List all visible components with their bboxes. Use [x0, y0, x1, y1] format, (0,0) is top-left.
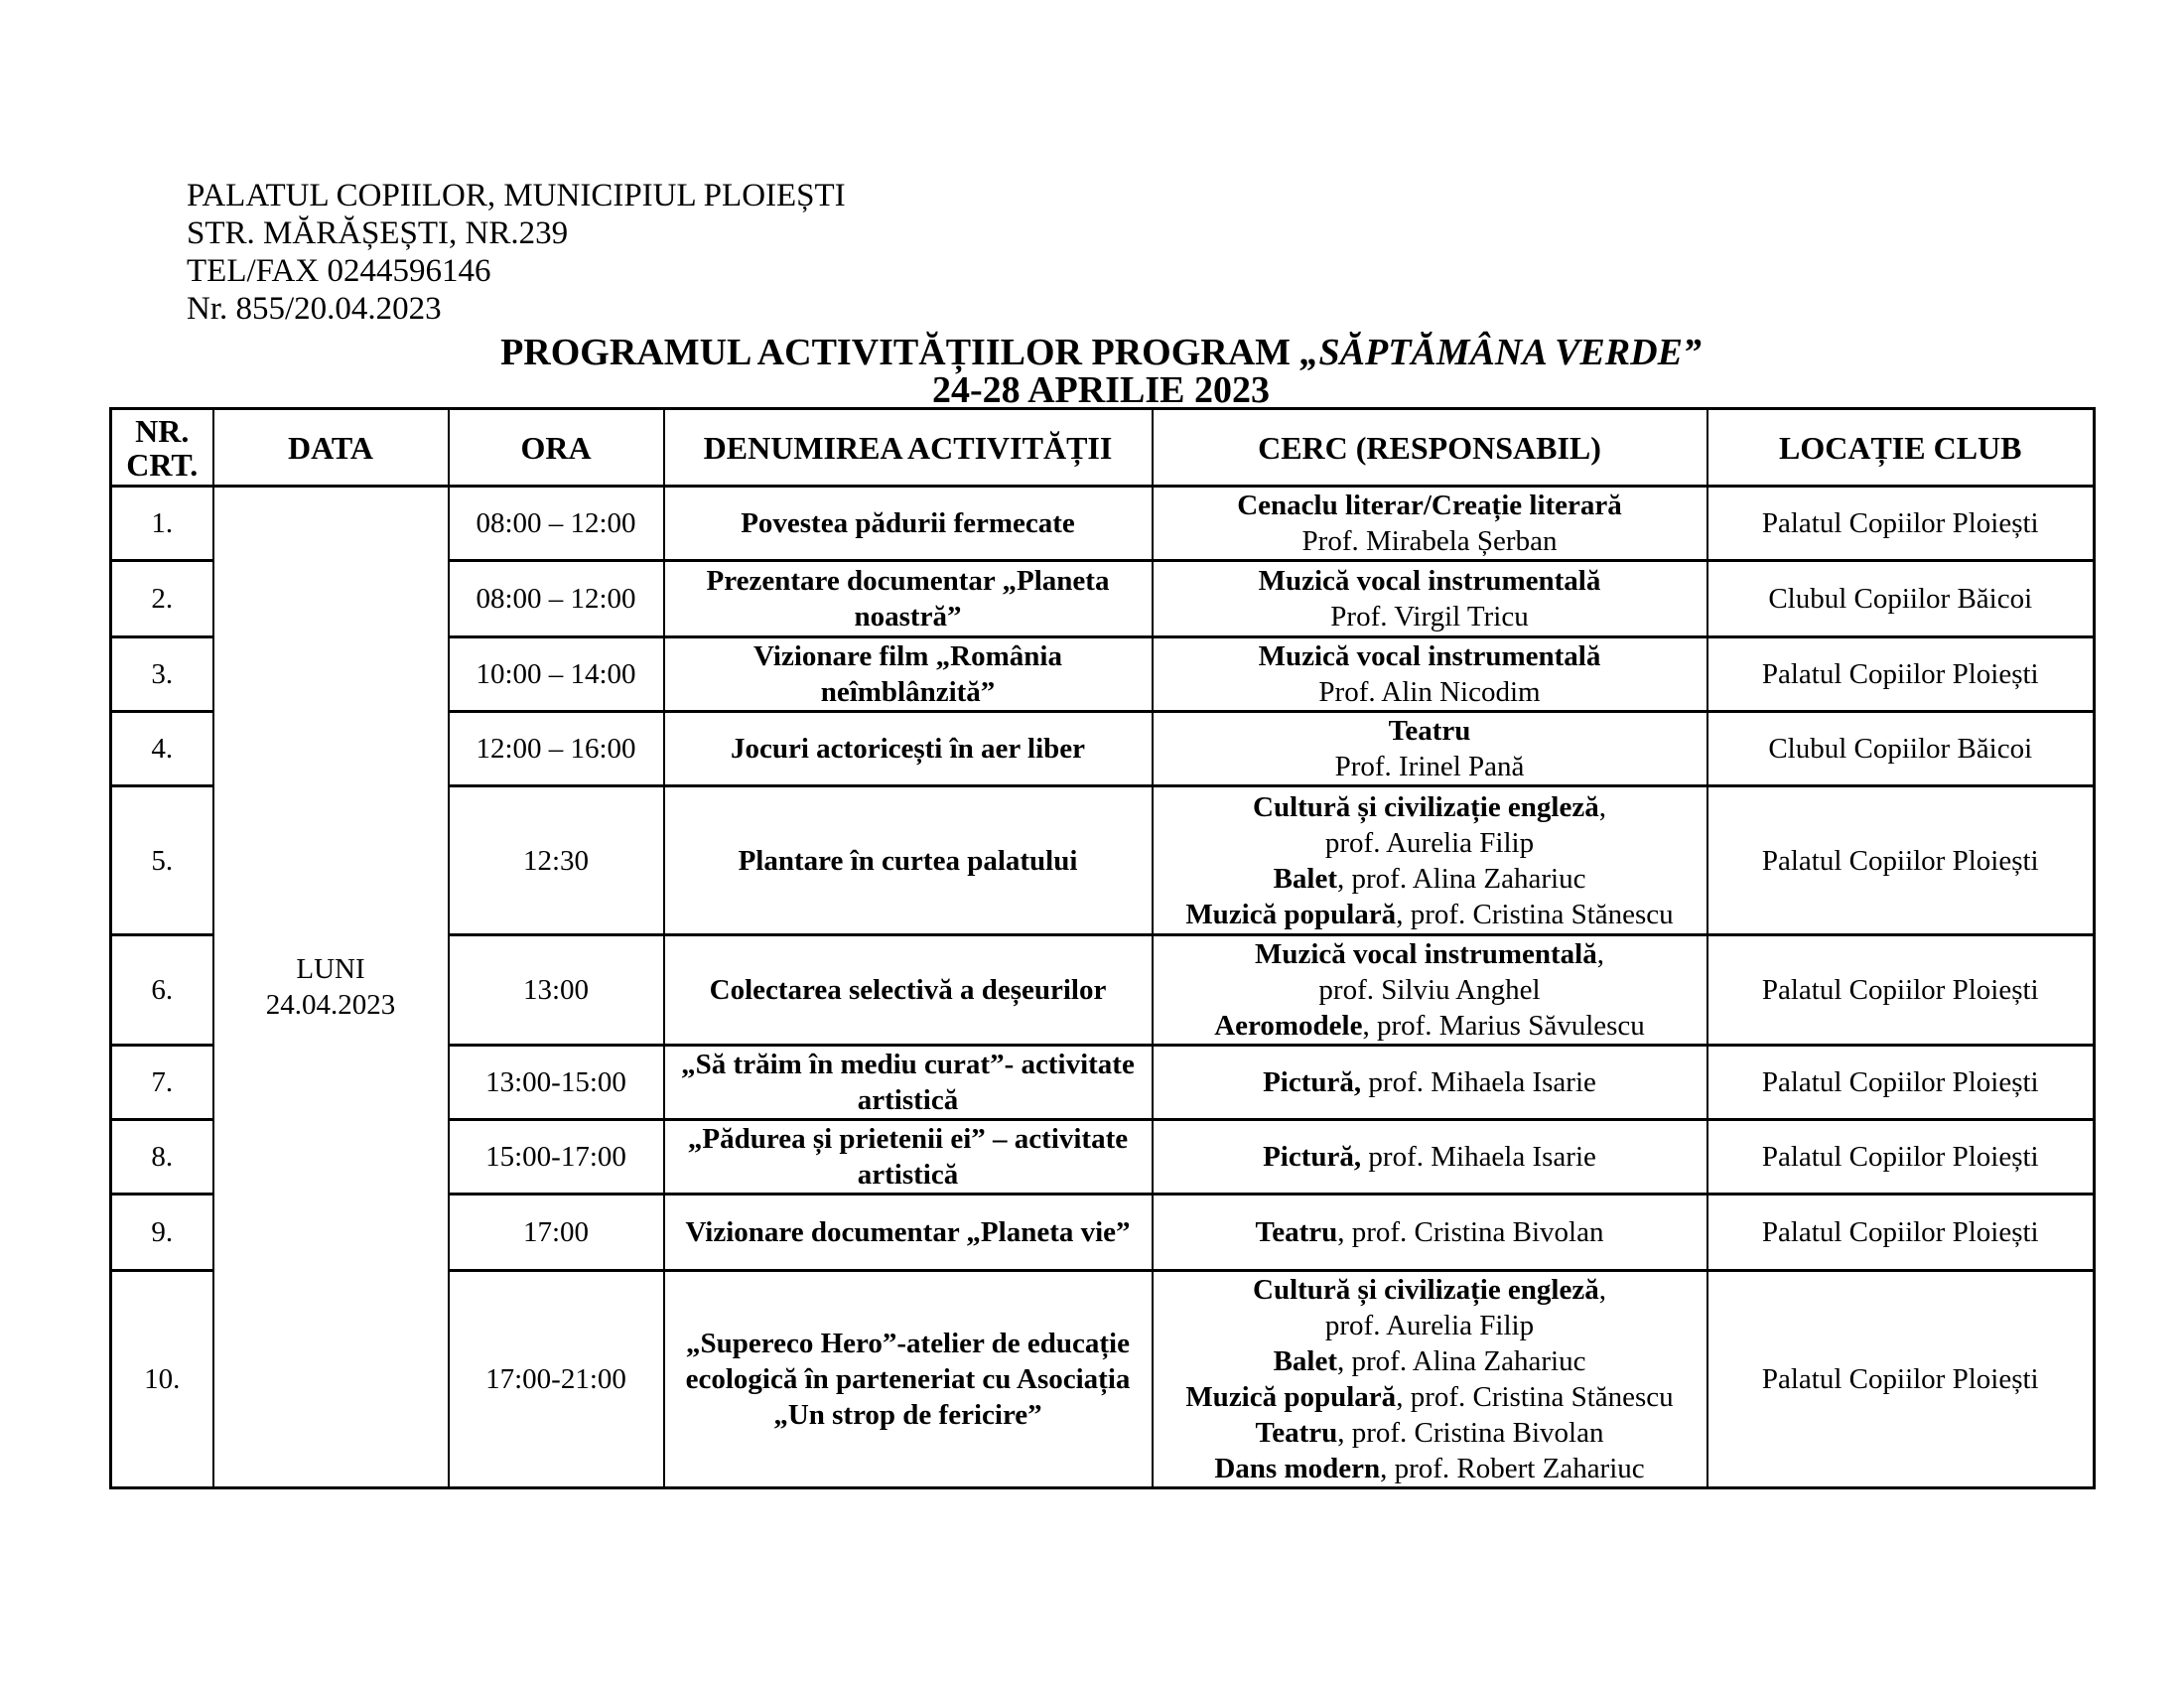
cerc-responsible: prof. Mihaela Isarie — [1361, 1141, 1596, 1173]
cerc-responsible: prof. Mihaela Isarie — [1361, 1066, 1596, 1098]
column-header-locatie-club: LOCAȚIE CLUB — [1707, 409, 2095, 487]
letterhead-street: STR. MĂRĂȘEȘTI, NR.239 — [187, 215, 569, 251]
column-header-cerc-responsabil: CERC (RESPONSABIL) — [1153, 409, 1707, 487]
time-cell: 17:00 — [449, 1195, 664, 1271]
cerc-line — [1158, 599, 1703, 634]
activity-cell: Vizionare film „România neîmblânzită” — [664, 637, 1153, 712]
cerc-name: Teatru — [1388, 715, 1471, 747]
time-cell: 13:00-15:00 — [449, 1046, 664, 1120]
cerc-line — [1158, 1139, 1703, 1175]
row-number-cell: 6. — [111, 935, 213, 1046]
cerc-name: Cultură și civilizație engleză — [1253, 790, 1599, 823]
location-cell: Palatul Copiilor Ploiești — [1707, 487, 2095, 561]
schedule-table — [109, 407, 2096, 1489]
cerc-cell — [1153, 1046, 1707, 1120]
activity-cell: Plantare în curtea palatului — [664, 786, 1153, 935]
activity-cell: „Pădurea și prietenii ei” – activitate artistică — [664, 1120, 1153, 1195]
row-number-cell: 4. — [111, 712, 213, 786]
location-cell: Palatul Copiilor Ploiești — [1707, 1271, 2095, 1488]
schedule-table-header — [111, 409, 2095, 487]
cerc-responsible: prof. Aurelia Filip — [1324, 826, 1535, 859]
cerc-line — [1158, 1415, 1703, 1451]
cerc-line — [1158, 1343, 1703, 1379]
activity-cell: Povestea pădurii fermecate — [664, 487, 1153, 561]
cerc-line — [1158, 523, 1703, 559]
schedule-table-body — [111, 487, 2095, 1488]
time-cell: 13:00 — [449, 935, 664, 1046]
cerc-name: Muzică populară — [1185, 1381, 1397, 1413]
cerc-responsible: Prof. Mirabela Șerban — [1301, 525, 1558, 557]
cerc-line — [1158, 825, 1703, 861]
column-header-denumirea-activitatii: DENUMIREA ACTIVITĂȚII — [664, 409, 1153, 487]
activity-cell: Colectarea selectivă a deșeurilor — [664, 935, 1153, 1046]
cerc-line — [1158, 1008, 1703, 1044]
activity-cell: „Supereco Hero”-atelier de educație ecologică în parteneriat cu Asociația „Un strop de fericire” — [664, 1271, 1153, 1488]
cerc-line — [1158, 1272, 1703, 1308]
cerc-responsible: , prof. Marius Săvulescu — [1362, 1010, 1645, 1042]
cerc-responsible: , — [1596, 938, 1604, 970]
row-number-cell: 1. — [111, 487, 213, 561]
time-cell: 15:00-17:00 — [449, 1120, 664, 1195]
letterhead-telfax: TEL/FAX 0244596146 — [187, 253, 491, 289]
cerc-cell — [1153, 1271, 1707, 1488]
cerc-line — [1158, 563, 1703, 599]
row-number-cell: 9. — [111, 1195, 213, 1271]
cerc-cell — [1153, 1195, 1707, 1271]
cerc-cell — [1153, 786, 1707, 935]
cerc-responsible: , prof. Alina Zahariuc — [1337, 862, 1586, 895]
cerc-name: Muzică vocal instrumentală — [1258, 640, 1601, 672]
cerc-responsible: Prof. Alin Nicodim — [1318, 676, 1541, 708]
cerc-name: Muzică vocal instrumentală — [1258, 565, 1601, 597]
cerc-line — [1158, 713, 1703, 749]
cerc-cell — [1153, 487, 1707, 561]
cerc-cell — [1153, 637, 1707, 712]
location-cell: Palatul Copiilor Ploiești — [1707, 1046, 2095, 1120]
activity-cell: „Să trăim în mediu curat”- activitate artistică — [664, 1046, 1153, 1120]
column-header-ora: ORA — [449, 409, 664, 487]
cerc-name: Balet — [1273, 1345, 1337, 1377]
cerc-line — [1158, 897, 1703, 932]
cerc-name: Cenaclu literar/Creație literară — [1237, 490, 1622, 521]
cerc-cell — [1153, 712, 1707, 786]
cerc-line — [1158, 638, 1703, 674]
location-cell: Clubul Copiilor Băicoi — [1707, 561, 2095, 637]
cerc-line — [1158, 1214, 1703, 1250]
cerc-line — [1158, 861, 1703, 897]
row-number-cell: 10. — [111, 1271, 213, 1488]
cerc-line — [1158, 936, 1703, 972]
activity-cell: Jocuri actoricești în aer liber — [664, 712, 1153, 786]
row-number-cell: 2. — [111, 561, 213, 637]
title-line-1 — [109, 334, 2093, 371]
cerc-responsible: , — [1598, 790, 1606, 823]
date-cell — [213, 487, 449, 1488]
location-cell: Clubul Copiilor Băicoi — [1707, 712, 2095, 786]
cerc-responsible: , prof. Alina Zahariuc — [1337, 1345, 1586, 1377]
header-row — [111, 409, 2095, 487]
time-cell: 12:00 – 16:00 — [449, 712, 664, 786]
document-title — [109, 334, 2093, 409]
row-number-cell: 5. — [111, 786, 213, 935]
location-cell: Palatul Copiilor Ploiești — [1707, 1195, 2095, 1271]
title-program-name: „SĂPTĂMÂNA VERDE” — [1299, 332, 1702, 373]
title-date-range: 24-28 APRILIE 2023 — [932, 369, 1270, 411]
time-cell: 08:00 – 12:00 — [449, 561, 664, 637]
column-header-nr-crt: NR. CRT. — [111, 409, 213, 487]
cerc-line — [1158, 972, 1703, 1008]
activity-cell: Prezentare documentar „Planeta noastră” — [664, 561, 1153, 637]
cerc-cell — [1153, 561, 1707, 637]
cerc-line — [1158, 749, 1703, 784]
cerc-name: Muzică populară — [1185, 898, 1397, 930]
column-header-data: DATA — [213, 409, 449, 487]
cerc-line — [1158, 789, 1703, 825]
cerc-responsible: prof. Silviu Anghel — [1318, 974, 1541, 1006]
title-prefix: PROGRAMUL ACTIVITĂȚIILOR PROGRAM — [500, 332, 1300, 373]
cerc-line — [1158, 1308, 1703, 1343]
table-row — [111, 487, 2095, 561]
cerc-responsible: , prof. Cristina Stănescu — [1396, 898, 1674, 930]
row-number-cell: 3. — [111, 637, 213, 712]
cerc-name: Muzică vocal instrumentală — [1255, 938, 1597, 970]
row-number-cell: 7. — [111, 1046, 213, 1120]
time-cell: 08:00 – 12:00 — [449, 487, 664, 561]
row-number-cell: 8. — [111, 1120, 213, 1195]
letterhead-registration-number: Nr. 855/20.04.2023 — [187, 291, 442, 327]
cerc-name: Dans modern — [1214, 1453, 1381, 1484]
location-cell: Palatul Copiilor Ploiești — [1707, 1120, 2095, 1195]
cerc-line — [1158, 1379, 1703, 1415]
cerc-line — [1158, 1451, 1703, 1486]
date-value: 24.04.2023 — [265, 989, 396, 1021]
cerc-responsible: , prof. Cristina Bivolan — [1337, 1417, 1604, 1449]
cerc-responsible: Prof. Virgil Tricu — [1330, 601, 1529, 633]
time-cell: 10:00 – 14:00 — [449, 637, 664, 712]
location-cell: Palatul Copiilor Ploiești — [1707, 935, 2095, 1046]
cerc-line — [1158, 1064, 1703, 1100]
time-cell: 17:00-21:00 — [449, 1271, 664, 1488]
letterhead-org-name: PALATUL COPIILOR, MUNICIPIUL PLOIEȘTI — [187, 178, 846, 213]
cerc-name: Aeromodele — [1214, 1010, 1363, 1042]
activity-cell: Vizionare documentar „Planeta vie” — [664, 1195, 1153, 1271]
letterhead — [187, 177, 846, 328]
cerc-responsible: , — [1598, 1274, 1606, 1306]
cerc-line — [1158, 488, 1703, 523]
cerc-name: Pictură, — [1263, 1066, 1362, 1098]
location-cell: Palatul Copiilor Ploiești — [1707, 637, 2095, 712]
cerc-responsible: , prof. Cristina Stănescu — [1396, 1381, 1674, 1413]
cerc-name: Pictură, — [1263, 1141, 1362, 1173]
cerc-responsible: , prof. Robert Zahariuc — [1380, 1453, 1645, 1484]
location-cell: Palatul Copiilor Ploiești — [1707, 786, 2095, 935]
cerc-cell — [1153, 1120, 1707, 1195]
cerc-cell — [1153, 935, 1707, 1046]
cerc-name: Cultură și civilizație engleză — [1253, 1274, 1599, 1306]
cerc-name: Teatru — [1255, 1417, 1338, 1449]
cerc-line — [1158, 674, 1703, 710]
cerc-responsible: Prof. Irinel Pană — [1334, 751, 1525, 782]
cerc-responsible: , prof. Cristina Bivolan — [1337, 1216, 1604, 1248]
cerc-name: Balet — [1273, 862, 1337, 895]
cerc-responsible: prof. Aurelia Filip — [1324, 1310, 1535, 1341]
date-day: LUNI — [296, 953, 365, 985]
time-cell: 12:30 — [449, 786, 664, 935]
cerc-name: Teatru — [1255, 1216, 1338, 1248]
